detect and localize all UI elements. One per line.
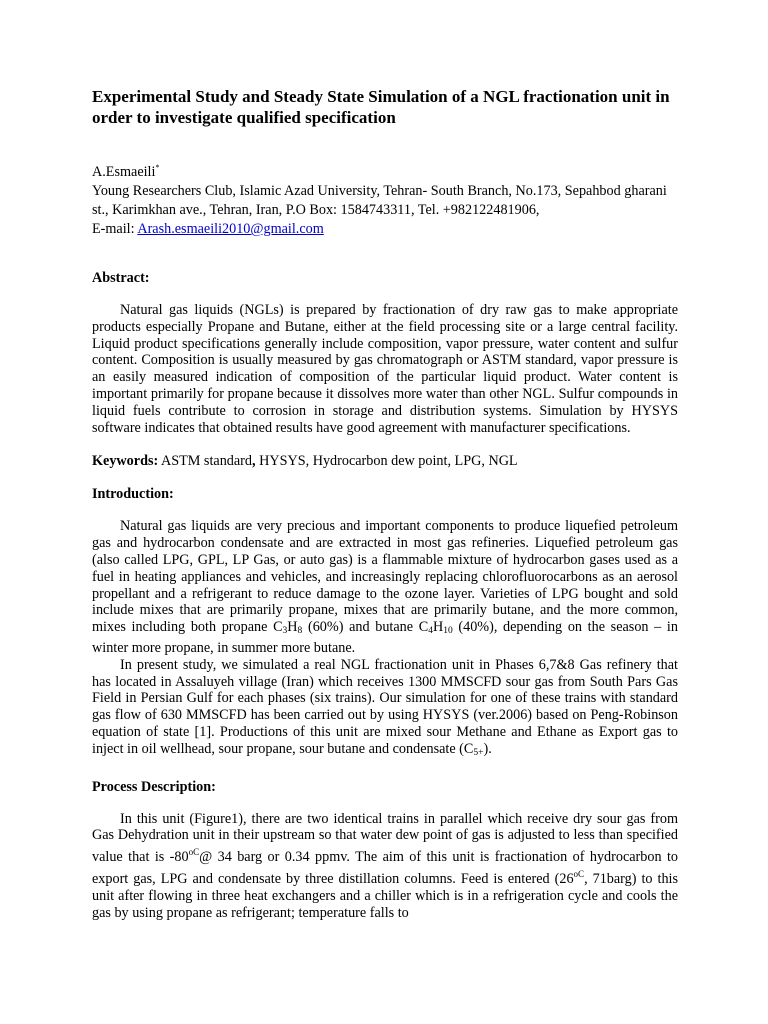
affiliation: Young Researchers Club, Islamic Azad University, Tehran- South Branch, No.173, Sepahbod gharani st., Karimkhan ave., Tehran, Iran, P.O Box: 1584743311, Tel. +982122481906, <box>92 183 667 218</box>
email-link[interactable]: Arash.esmaeili2010@gmail.com <box>137 221 324 237</box>
process-p1-text-b: @ 34 barg or 0.34 ppmv. The aim of this unit is fractionation of hydrocarbon to export gas, LPG and condensate by three distillation columns. Feed is entered (26 <box>92 849 678 887</box>
abstract-heading: Abstract: <box>92 270 150 286</box>
introduction-paragraph-2 <box>92 657 678 762</box>
paper-page <box>92 86 678 921</box>
intro-p1-text-e: (40%), depending on the season – in winter more propane, in summer more butane. <box>92 619 678 656</box>
intro-p1-sub-3: 4 <box>428 626 433 637</box>
email-line <box>92 220 678 239</box>
author-name: A.Esmaeili <box>92 164 156 180</box>
intro-p1-sub-1: 3 <box>282 626 288 637</box>
email-label: E-mail: <box>92 221 135 237</box>
process-p1-unit-1: oC <box>188 847 200 858</box>
process-paragraph-1 <box>92 811 678 922</box>
keywords-label: Keywords: <box>92 453 159 470</box>
keywords-line <box>92 452 678 471</box>
intro-p2-sub-1: 5+ <box>473 747 484 758</box>
introduction-heading: Introduction: <box>92 486 174 503</box>
intro-p1-text-b: H <box>287 619 298 636</box>
keywords-part2: HYSYS, Hydrocarbon dew point, LPG, NGL <box>259 453 518 470</box>
process-p1-text-a: In this unit (Figure1), there are two identical trains in parallel which receive dry sour gas from Gas Dehydration unit in their upstream so that water dew point of gas is adjusted to less than specified value that is -80 <box>92 810 678 866</box>
keywords-part1: ASTM standard <box>160 453 252 470</box>
introduction-paragraph-1 <box>92 518 678 656</box>
author-mark: * <box>155 163 160 172</box>
intro-p1-text-a: Natural gas liquids are very precious and important components to produce liquefied petroleum gas and hydrocarbon condensate and are extracted in most gas refineries. Liquefied petroleum gas (also called LPG, GPL, LP Gas, or auto gas) is a flammable mixture of hydrocarbon gases used as a fuel in heating appliances and vehicles, and increasingly replacing chlorofluorocarbons as an aerosol propellant and a refrigerant to reduce damage to the ozone layer. Varieties of LPG bought and sold include mixes that are primarily propane, mixes that are primarily butane, and the more common, mixes including both propane C <box>92 518 678 636</box>
paper-title: Experimental Study and Steady State Simulation of a NGL fractionation unit in order to investigate qualified specification <box>92 87 670 127</box>
author-line <box>92 158 678 182</box>
intro-p1-sub-2: 8 <box>297 626 303 637</box>
process-p1-unit-2: oC <box>573 868 585 879</box>
abstract-text: Natural gas liquids (NGLs) is prepared by fractionation of dry raw gas to make appropriate products especially Propane and Butane, either at the field processing site or a large central facility. Liquid product specifications generally include composition, vapor pressure, water content and sulfur content. Composition is usually measured by gas chromatograph or ASTM standard, vapor pressure is an easily measured indication of composition of the particular liquid product. Water content is important primarily for propane because it dissolves more water than other NGL. Sulfur compounds in liquid fuels contribute to corrosion in storage and distribution systems. Simulation by HYSYS software indicates that obtained results have good agreement with manufacturer specifications. <box>92 302 678 436</box>
intro-p1-text-c: (60%) and butane C <box>302 619 429 636</box>
intro-p1-sub-4: 10 <box>443 626 453 637</box>
intro-p1-text-d: H <box>432 619 444 636</box>
keywords-sep: , <box>252 453 256 470</box>
intro-p2-text-a: In present study, we simulated a real NGL fractionation unit in Phases 6,7&8 Gas refinery that has located in Assaluyeh village (Iran) which receives 1300 MMSCFD sour gas from South Pars Gas Field in Persian Gulf for each phases (six trains). Our simulation for one of these trains with standard gas flow of 630 MMSCFD has been carried out by using HYSYS (ver.2006) based on Peng-Robinson equation of state [1]. Productions of this unit are mixed sour Methane and Ethane as Export gas to inject in oil wellhead, sour propane, sour butane and condensate (C <box>92 656 678 757</box>
process-description-heading: Process Description: <box>92 778 216 795</box>
process-p1-text-c: , 71barg) to this unit after flowing in three heat exchangers and a chiller which is in a refrigeration cycle and cools the gas by using propane as refrigerant; temperature falls to <box>92 870 678 921</box>
intro-p2-text-b: ). <box>483 740 492 757</box>
